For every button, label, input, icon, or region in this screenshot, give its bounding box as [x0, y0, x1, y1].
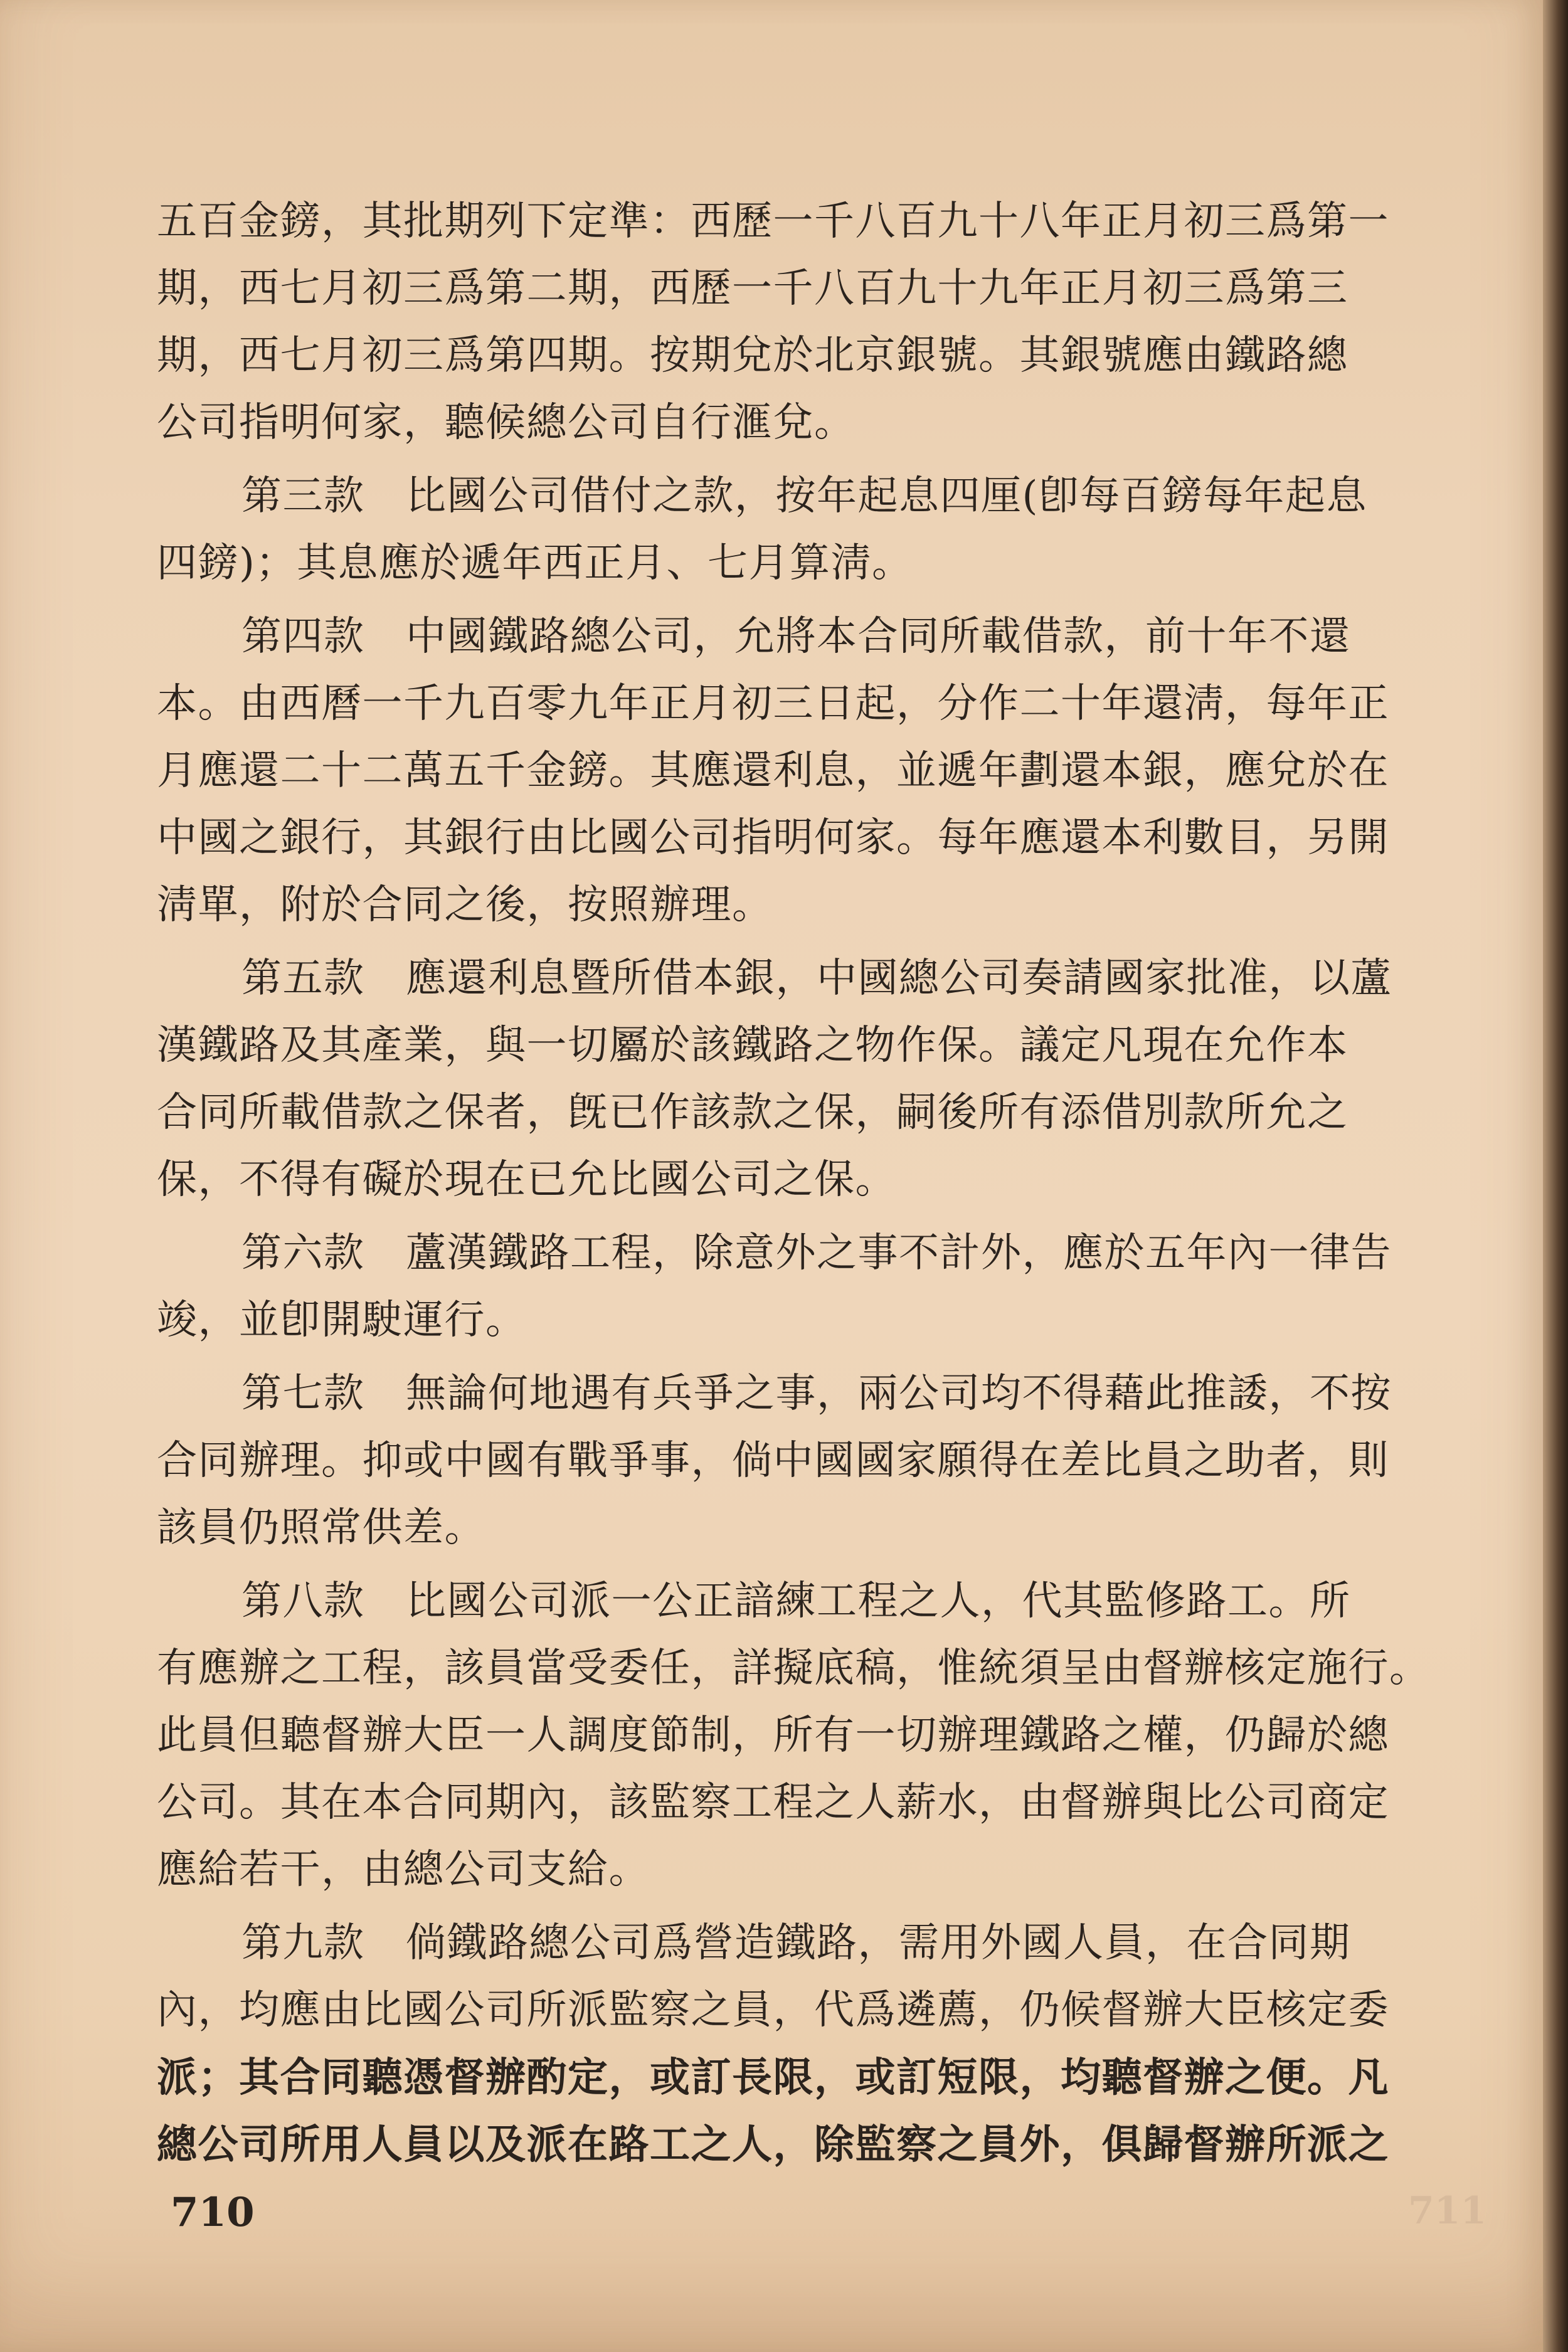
- text-line: 四鎊)；其息應於遞年西正月、七月算淸。: [157, 540, 913, 586]
- facing-page-number: 711: [1408, 2189, 1487, 2233]
- text-line: 月應還二十二萬五千金鎊。其應還利息，並遞年劃還本銀，應兌於在: [157, 748, 1389, 794]
- text-line: 保，不得有礙於現在已允比國公司之保。: [157, 1157, 896, 1203]
- text-line: 派；其合同聽憑督辦酌定，或訂長限，或訂短限，均聽督辦之便。凡: [157, 2054, 1389, 2101]
- text-line: 竣，並卽開駛運行。: [157, 1297, 527, 1343]
- text-line: 淸單，附於合同之後，按照辦理。: [157, 882, 773, 928]
- paragraph: [157, 188, 1480, 457]
- paragraph-article-3: [157, 463, 1480, 597]
- text-line: 第七款 無論何地遇有兵爭之事，兩公司均不得藉此推諉，不按: [241, 1370, 1392, 1417]
- paragraph-article-8: [157, 1568, 1480, 1904]
- text-line: 第八款 比國公司派一公正諳練工程之人，代其監修路工。所: [241, 1578, 1351, 1624]
- paragraph-article-4: [157, 603, 1480, 939]
- text-line: 有應辦之工程，該員當受委任，詳擬底稿，惟統須呈由督辦核定施行。: [157, 1645, 1431, 1692]
- text-line: 合同所載借款之保者，旣已作該款之保，嗣後所有添借別款所允之: [157, 1089, 1348, 1136]
- text-line: 公司指明何家，聽候總公司自行滙兌。: [157, 400, 856, 446]
- text-line: 第九款 倘鐵路總公司爲營造鐵路，需用外國人員，在合同期: [241, 1920, 1351, 1966]
- paragraph-article-9: [157, 1910, 1480, 2178]
- text-line: 第三款 比國公司借付之款，按年起息四厘(卽每百鎊每年起息: [241, 473, 1367, 519]
- text-line: 內，均應由比國公司所派監察之員，代爲遴薦，仍候督辦大臣核定委: [157, 1987, 1389, 2033]
- text-line: 應給若干，由總公司支給。: [157, 1846, 650, 1893]
- text-line: 此員但聽督辦大臣一人調度節制，所有一切辦理鐵路之權，仍歸於總: [157, 1712, 1389, 1759]
- text-line: 合同辦理。抑或中國有戰爭事，倘中國國家願得在差比員之助者，則: [157, 1438, 1389, 1484]
- text-line: 第五款 應還利息暨所借本銀，中國總公司奏請國家批准，以蘆: [241, 955, 1392, 1002]
- body-text: [157, 188, 1480, 2178]
- text-line: 第六款 蘆漢鐵路工程，除意外之事不計外，應於五年內一律告: [241, 1230, 1392, 1276]
- text-line: 期，西七月初三爲第四期。按期兌於北京銀號。其銀號應由鐵路總: [157, 332, 1348, 379]
- text-line: 五百金鎊，其批期列下定準：西歷一千八百九十八年正月初三爲第一: [157, 198, 1389, 245]
- text-line: 第四款 中國鐵路總公司，允將本合同所載借款，前十年不還: [241, 613, 1351, 660]
- text-line: 該員仍照常供差。: [157, 1505, 485, 1551]
- paragraph-article-6: [157, 1220, 1480, 1354]
- text-line: 漢鐵路及其產業，與一切屬於該鐵路之物作保。議定凡現在允作本: [157, 1022, 1348, 1069]
- paragraph-article-5: [157, 945, 1480, 1214]
- text-line: 中國之銀行，其銀行由比國公司指明何家。每年應還本利數目，另開: [157, 815, 1389, 861]
- page-number: 710: [171, 2189, 255, 2236]
- text-line: 期，西七月初三爲第二期，西歷一千八百九十九年正月初三爲第三: [157, 265, 1348, 312]
- page-edge: [1543, 0, 1568, 2352]
- text-line: 公司。其在本合同期內，該監察工程之人薪水，由督辦與比公司商定: [157, 1779, 1389, 1826]
- text-line: 總公司所用人員以及派在路工之人，除監察之員外，俱歸督辦所派之: [157, 2121, 1389, 2168]
- text-line: 本。由西曆一千九百零九年正月初三日起，分作二十年還淸，每年正: [157, 681, 1389, 727]
- paragraph-article-7: [157, 1360, 1480, 1562]
